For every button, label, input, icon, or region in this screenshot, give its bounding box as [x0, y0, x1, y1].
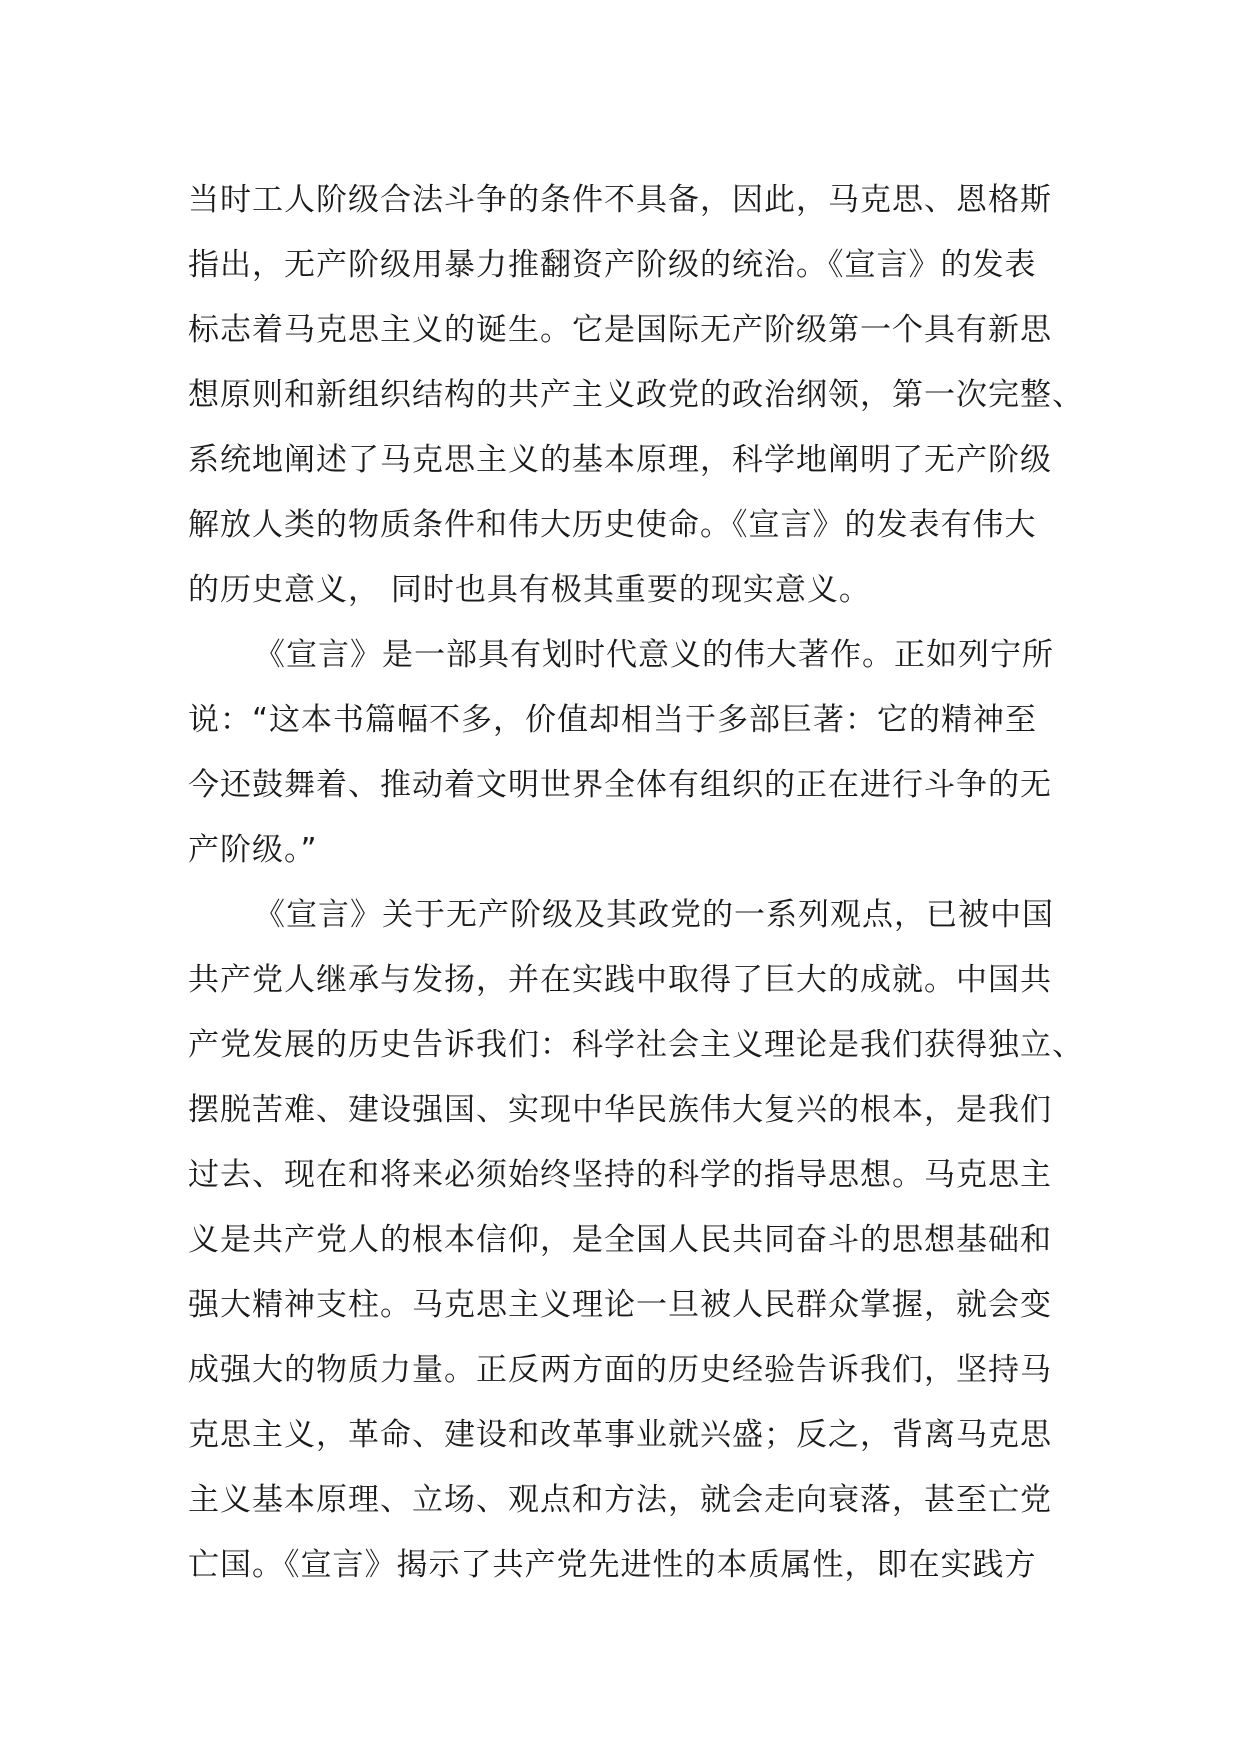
text-line-6: 解放人类的物质条件和伟大历史使命。《宣言》的发表有伟大 — [188, 507, 1037, 543]
text-line-15: 摆脱苦难、建设强国、实现中华民族伟大复兴的根本，是我们 — [188, 1092, 1052, 1128]
text-line-19: 成强大的物质力量。正反两方面的历史经验告诉我们，坚持马 — [188, 1352, 1052, 1388]
text-line-7: 的历史意义， 同时也具有极其重要的现实意义。 — [188, 572, 871, 608]
paragraph-start-line-8: 《宣言》是一部具有划时代意义的伟大著作。正如列宁所 — [254, 637, 1054, 673]
text-line-2: 指出，无产阶级用暴力推翻资产阶级的统治。《宣言》的发表 — [188, 247, 1037, 283]
text-line-9: 说：“这本书篇幅不多，价值却相当于多部巨著：它的精神至 — [188, 702, 1038, 738]
text-line-1: 当时工人阶级合法斗争的条件不具备，因此，马克思、恩格斯 — [188, 182, 1052, 218]
text-line-3: 标志着马克思主义的诞生。它是国际无产阶级第一个具有新思 — [188, 312, 1052, 348]
paragraph-start-line-12: 《宣言》关于无产阶级及其政党的一系列观点，已被中国 — [254, 897, 1054, 933]
body-text — [188, 168, 1088, 1598]
text-line-14: 产党发展的历史告诉我们：科学社会主义理论是我们获得独立、 — [188, 1027, 1084, 1063]
text-line-10: 今还鼓舞着、推动着文明世界全体有组织的正在进行斗争的无 — [188, 767, 1052, 803]
text-line-17: 义是共产党人的根本信仰，是全国人民共同奋斗的思想基础和 — [188, 1222, 1052, 1258]
text-line-11: 产阶级。” — [188, 832, 318, 868]
text-line-18: 强大精神支柱。马克思主义理论一旦被人民群众掌握，就会变 — [188, 1287, 1052, 1323]
text-line-21: 主义基本原理、立场、观点和方法，就会走向衰落，甚至亡党 — [188, 1482, 1052, 1518]
text-line-20: 克思主义，革命、建设和改革事业就兴盛；反之，背离马克思 — [188, 1417, 1052, 1453]
text-line-13: 共产党人继承与发扬，并在实践中取得了巨大的成就。中国共 — [188, 962, 1052, 998]
text-line-5: 系统地阐述了马克思主义的基本原理，科学地阐明了无产阶级 — [188, 442, 1052, 478]
text-line-4: 想原则和新组织结构的共产主义政党的政治纲领，第一次完整、 — [188, 377, 1084, 413]
text-line-16: 过去、现在和将来必须始终坚持的科学的指导思想。马克思主 — [188, 1157, 1052, 1193]
text-line-22: 亡国。《宣言》揭示了共产党先进性的本质属性，即在实践方 — [188, 1547, 1037, 1583]
